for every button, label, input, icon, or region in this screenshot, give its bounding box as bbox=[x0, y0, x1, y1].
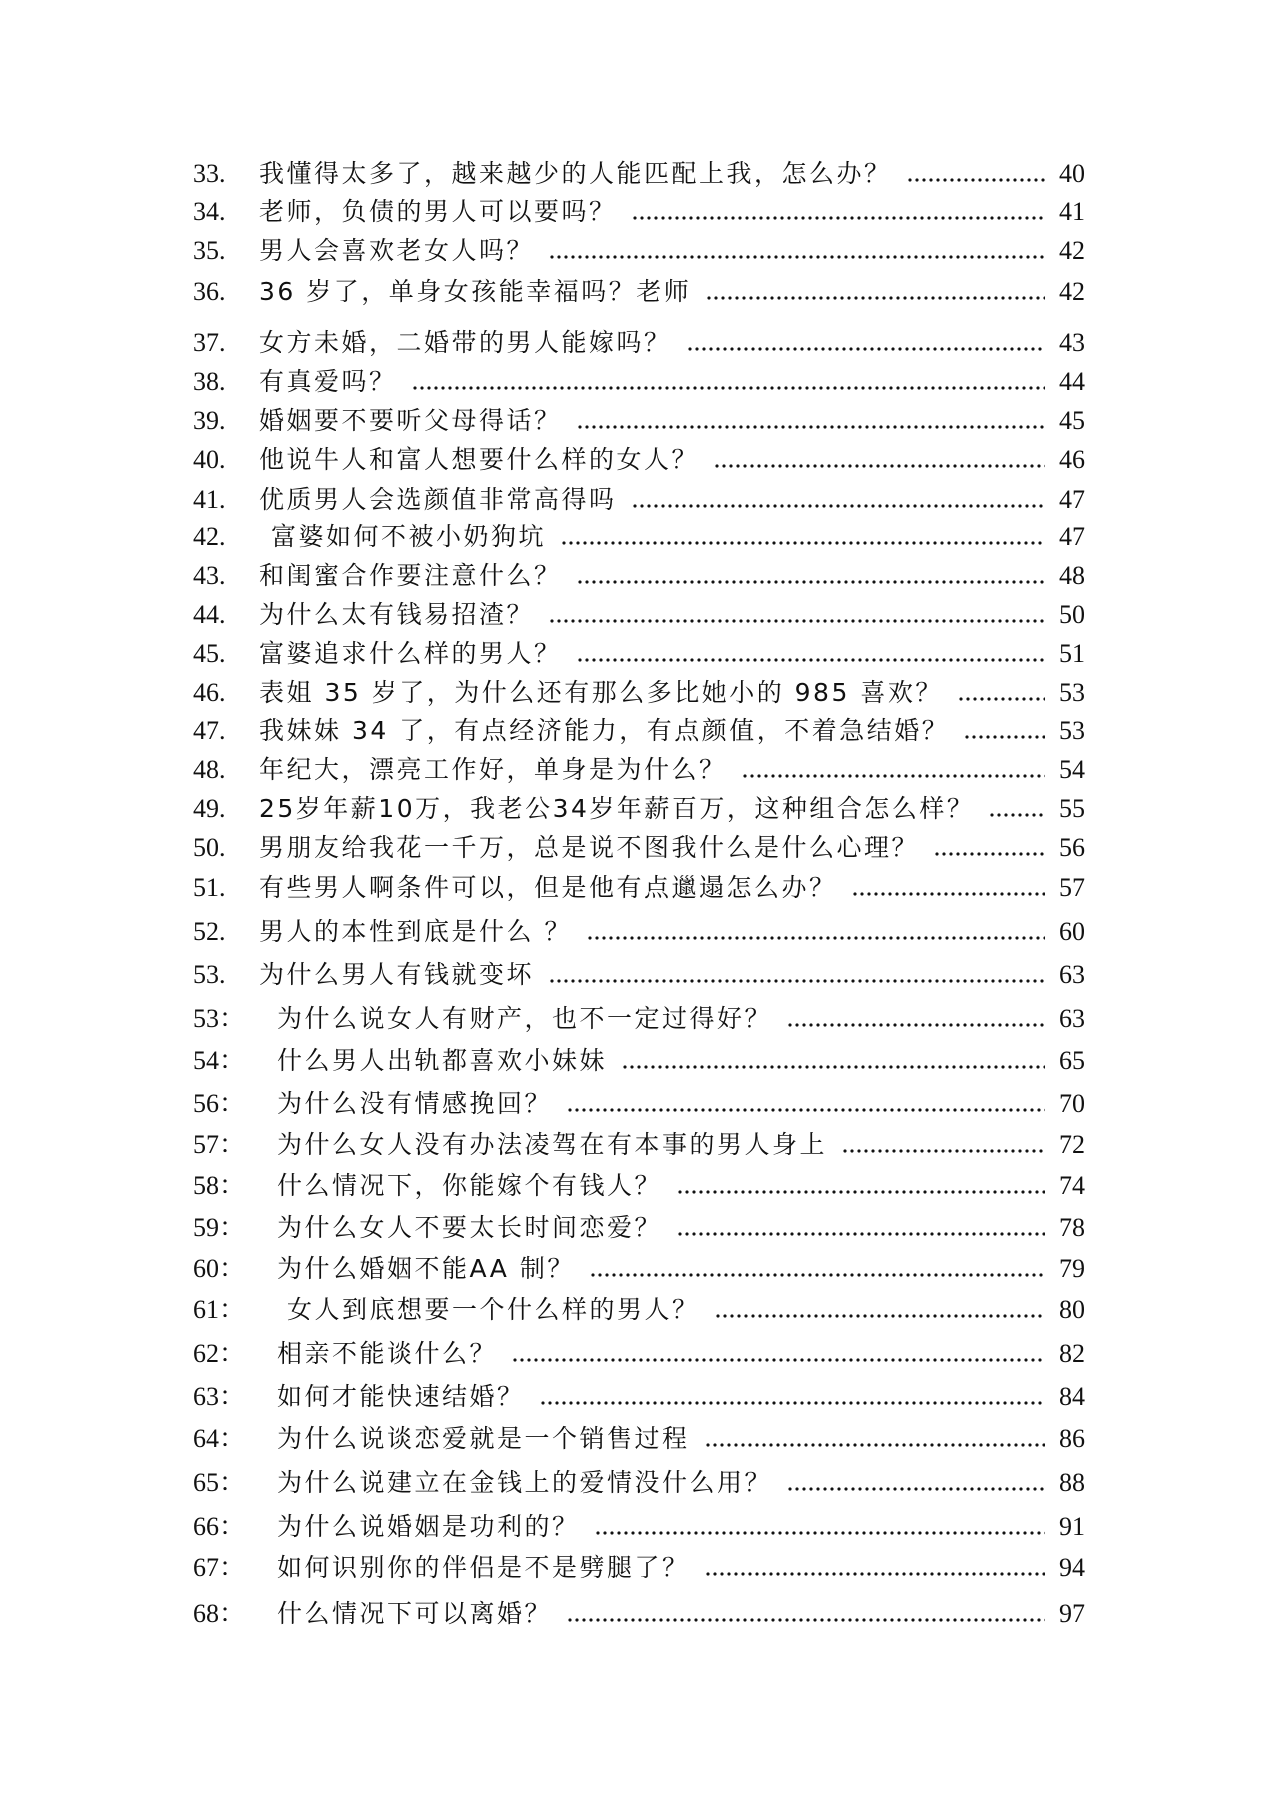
leader-dots bbox=[716, 1314, 1045, 1318]
page-number: 63 bbox=[1059, 960, 1085, 989]
page-number: 54 bbox=[1059, 755, 1085, 784]
leader-dots bbox=[843, 1149, 1045, 1153]
leader-dots bbox=[568, 1618, 1045, 1622]
page-number: 82 bbox=[1059, 1339, 1085, 1368]
leader-dots bbox=[513, 1358, 1045, 1362]
entry-number: 48. bbox=[193, 755, 226, 784]
toc-entry bbox=[193, 1087, 1085, 1121]
page-number: 42 bbox=[1059, 236, 1085, 265]
entry-number: 66： bbox=[193, 1512, 246, 1541]
leader-dots bbox=[706, 1572, 1045, 1576]
page-number: 79 bbox=[1059, 1254, 1085, 1283]
leader-dots bbox=[959, 697, 1045, 701]
entry-number: 49. bbox=[193, 794, 226, 823]
entry-number: 35. bbox=[193, 236, 226, 265]
toc-entry bbox=[193, 871, 1085, 905]
toc-entry bbox=[193, 443, 1085, 477]
entry-title: 我懂得太多了，越来越少的人能匹配上我，怎么办？ bbox=[259, 159, 892, 188]
toc-entry bbox=[193, 792, 1085, 826]
entry-title: 为什么女人不要太长时间恋爱？ bbox=[277, 1213, 663, 1242]
entry-number: 63： bbox=[193, 1382, 246, 1411]
entry-number: 37. bbox=[193, 328, 226, 357]
toc-entry bbox=[193, 1466, 1085, 1500]
toc-entry bbox=[193, 1597, 1085, 1631]
entry-number: 45. bbox=[193, 639, 226, 668]
toc-entry bbox=[193, 1252, 1085, 1286]
entry-title: 相亲不能谈什么？ bbox=[277, 1339, 498, 1368]
toc-entry bbox=[193, 915, 1085, 949]
leader-dots bbox=[678, 1232, 1045, 1236]
entry-title: 36 岁了，单身女孩能幸福吗？老师 bbox=[259, 277, 692, 306]
page-number: 65 bbox=[1059, 1046, 1085, 1075]
entry-number: 38. bbox=[193, 367, 226, 396]
entry-number: 46. bbox=[193, 678, 226, 707]
toc-entry bbox=[193, 831, 1085, 865]
page-number: 48 bbox=[1059, 561, 1085, 590]
toc-entry bbox=[193, 598, 1085, 632]
entry-title: 富婆追求什么样的男人？ bbox=[259, 639, 562, 668]
leader-dots bbox=[541, 1401, 1045, 1405]
toc-entry bbox=[193, 559, 1085, 593]
toc-entry bbox=[193, 326, 1085, 360]
entry-number: 36. bbox=[193, 277, 226, 306]
entry-number: 67： bbox=[193, 1553, 246, 1582]
entry-title: 男人会喜欢老女人吗？ bbox=[259, 236, 535, 265]
toc-entry bbox=[193, 234, 1085, 268]
entry-title: 我妹妹 34 了，有点经济能力，有点颜值，不着急结婚？ bbox=[259, 716, 950, 745]
toc-entry bbox=[193, 1337, 1085, 1371]
entry-number: 59： bbox=[193, 1213, 246, 1242]
leader-dots bbox=[715, 464, 1045, 468]
page-number: 51 bbox=[1059, 639, 1085, 668]
entry-number: 43. bbox=[193, 561, 226, 590]
toc-entry bbox=[193, 1380, 1085, 1414]
page-number: 97 bbox=[1059, 1599, 1085, 1628]
page-number: 88 bbox=[1059, 1468, 1085, 1497]
page-number: 91 bbox=[1059, 1512, 1085, 1541]
entry-title: 为什么说谈恋爱就是一个销售过程 bbox=[277, 1424, 690, 1453]
entry-title: 婚姻要不要听父母得话？ bbox=[259, 406, 562, 435]
page-number: 47 bbox=[1059, 522, 1085, 551]
leader-dots bbox=[678, 1190, 1045, 1194]
entry-title: 富婆如何不被小奶狗坑 bbox=[271, 522, 547, 551]
leader-dots bbox=[908, 178, 1045, 182]
toc-entry bbox=[193, 1002, 1085, 1036]
leader-dots bbox=[853, 892, 1045, 896]
entry-number: 56： bbox=[193, 1089, 246, 1118]
entry-title: 为什么男人有钱就变坏 bbox=[259, 960, 535, 989]
page-number: 41 bbox=[1059, 197, 1085, 226]
page-number: 86 bbox=[1059, 1424, 1085, 1453]
entry-number: 34. bbox=[193, 197, 226, 226]
leader-dots bbox=[550, 979, 1045, 983]
leader-dots bbox=[413, 386, 1045, 390]
toc-entry bbox=[193, 1044, 1085, 1078]
page-number: 56 bbox=[1059, 833, 1085, 862]
entry-title: 如何识别你的伴侣是不是劈腿了？ bbox=[277, 1553, 690, 1582]
entry-number: 39. bbox=[193, 406, 226, 435]
toc-entry bbox=[193, 157, 1085, 191]
entry-number: 42. bbox=[193, 522, 226, 551]
entry-title: 为什么没有情感挽回？ bbox=[277, 1089, 553, 1118]
entry-title: 如何才能快速结婚？ bbox=[277, 1382, 525, 1411]
entry-title: 为什么太有钱易招渣？ bbox=[259, 600, 535, 629]
entry-title: 女人到底想要一个什么样的男人？ bbox=[287, 1295, 700, 1324]
entry-title: 他说牛人和富人想要什么样的女人？ bbox=[259, 445, 700, 474]
toc-entry bbox=[193, 520, 1085, 554]
entry-title: 有真爱吗？ bbox=[259, 367, 397, 396]
entry-title: 表姐 35 岁了，为什么还有那么多比她小的 985 喜欢？ bbox=[259, 678, 943, 707]
toc-entry bbox=[193, 1510, 1085, 1544]
page-number: 53 bbox=[1059, 716, 1085, 745]
entry-number: 68： bbox=[193, 1599, 246, 1628]
leader-dots bbox=[990, 813, 1045, 817]
leader-dots bbox=[596, 1531, 1045, 1535]
entry-title: 25岁年薪10万，我老公34岁年薪百万，这种组合怎么样？ bbox=[259, 794, 975, 823]
page-number: 53 bbox=[1059, 678, 1085, 707]
leader-dots bbox=[578, 658, 1045, 662]
toc-entry bbox=[193, 404, 1085, 438]
leader-dots bbox=[965, 735, 1045, 739]
leader-dots bbox=[623, 1065, 1045, 1069]
page-number: 55 bbox=[1059, 794, 1085, 823]
entry-number: 61： bbox=[193, 1295, 246, 1324]
toc-entry bbox=[193, 637, 1085, 671]
entry-number: 50. bbox=[193, 833, 226, 862]
page-number: 50 bbox=[1059, 600, 1085, 629]
entry-title: 什么男人出轨都喜欢小妹妹 bbox=[277, 1046, 608, 1075]
entry-number: 53： bbox=[193, 1004, 246, 1033]
entry-number: 58： bbox=[193, 1171, 246, 1200]
entry-number: 64： bbox=[193, 1424, 246, 1453]
leader-dots bbox=[743, 774, 1045, 778]
page-number: 80 bbox=[1059, 1295, 1085, 1324]
toc-entry bbox=[193, 714, 1085, 748]
page-number: 63 bbox=[1059, 1004, 1085, 1033]
page-number: 40 bbox=[1059, 159, 1085, 188]
leader-dots bbox=[633, 216, 1045, 220]
entry-title: 为什么说建立在金钱上的爱情没什么用？ bbox=[277, 1468, 773, 1497]
entry-title: 为什么女人没有办法凌驾在有本事的男人身上 bbox=[277, 1130, 828, 1159]
toc-entry bbox=[193, 753, 1085, 787]
entry-title: 和闺蜜合作要注意什么？ bbox=[259, 561, 562, 590]
entry-title: 为什么说女人有财产，也不一定过得好？ bbox=[277, 1004, 773, 1033]
page-number: 45 bbox=[1059, 406, 1085, 435]
page-number: 43 bbox=[1059, 328, 1085, 357]
entry-title: 有些男人啊条件可以，但是他有点邋遢怎么办？ bbox=[259, 873, 837, 902]
leader-dots bbox=[707, 296, 1045, 300]
leader-dots bbox=[633, 504, 1045, 508]
entry-number: 53. bbox=[193, 960, 226, 989]
entry-number: 57： bbox=[193, 1130, 246, 1159]
toc-entry bbox=[193, 365, 1085, 399]
entry-number: 41. bbox=[193, 485, 226, 514]
entry-number: 62： bbox=[193, 1339, 246, 1368]
toc-entry bbox=[193, 1211, 1085, 1245]
entry-number: 44. bbox=[193, 600, 226, 629]
entry-number: 54： bbox=[193, 1046, 246, 1075]
toc-entry bbox=[193, 1293, 1085, 1327]
entry-title: 为什么婚姻不能AA 制？ bbox=[277, 1254, 575, 1283]
entry-title: 男朋友给我花一千万，总是说不图我什么是什么心理？ bbox=[259, 833, 920, 862]
toc-entry bbox=[193, 958, 1085, 992]
page-number: 47 bbox=[1059, 485, 1085, 514]
leader-dots bbox=[706, 1443, 1045, 1447]
leader-dots bbox=[578, 425, 1045, 429]
page-number: 60 bbox=[1059, 917, 1085, 946]
leader-dots bbox=[550, 619, 1045, 623]
entry-number: 47. bbox=[193, 716, 226, 745]
toc-entry bbox=[193, 676, 1085, 710]
entry-number: 51. bbox=[193, 873, 226, 902]
page-number: 57 bbox=[1059, 873, 1085, 902]
page-number: 46 bbox=[1059, 445, 1085, 474]
toc-entry bbox=[193, 1551, 1085, 1585]
entry-number: 52. bbox=[193, 917, 226, 946]
toc-entry bbox=[193, 483, 1085, 517]
page-number: 42 bbox=[1059, 277, 1085, 306]
entry-title: 年纪大，漂亮工作好，单身是为什么？ bbox=[259, 755, 727, 784]
toc-entry bbox=[193, 1128, 1085, 1162]
entry-title: 为什么说婚姻是功利的？ bbox=[277, 1512, 580, 1541]
entry-number: 40. bbox=[193, 445, 226, 474]
leader-dots bbox=[788, 1487, 1045, 1491]
leader-dots bbox=[550, 255, 1045, 259]
entry-title: 什么情况下可以离婚？ bbox=[277, 1599, 553, 1628]
entry-title: 什么情况下，你能嫁个有钱人？ bbox=[277, 1171, 663, 1200]
leader-dots bbox=[568, 1108, 1045, 1112]
leader-dots bbox=[935, 852, 1045, 856]
page-number: 84 bbox=[1059, 1382, 1085, 1411]
leader-dots bbox=[591, 1273, 1045, 1277]
entry-title: 男人的本性到底是什么 ？ bbox=[259, 917, 572, 946]
entry-title: 优质男人会选颜值非常高得吗 bbox=[259, 485, 617, 514]
entry-title: 女方未婚，二婚带的男人能嫁吗？ bbox=[259, 328, 672, 357]
entry-number: 33. bbox=[193, 159, 226, 188]
leader-dots bbox=[562, 541, 1045, 545]
page-number: 72 bbox=[1059, 1130, 1085, 1159]
toc-entry bbox=[193, 195, 1085, 229]
toc-entry bbox=[193, 275, 1085, 309]
entry-number: 65： bbox=[193, 1468, 246, 1497]
entry-title: 老师，负债的男人可以要吗？ bbox=[259, 197, 617, 226]
toc-entry bbox=[193, 1422, 1085, 1456]
toc-entry bbox=[193, 1169, 1085, 1203]
leader-dots bbox=[578, 580, 1045, 584]
page-number: 78 bbox=[1059, 1213, 1085, 1242]
leader-dots bbox=[588, 936, 1045, 940]
page-number: 94 bbox=[1059, 1553, 1085, 1582]
leader-dots bbox=[788, 1023, 1045, 1027]
page-number: 44 bbox=[1059, 367, 1085, 396]
page-number: 70 bbox=[1059, 1089, 1085, 1118]
entry-number: 60： bbox=[193, 1254, 246, 1283]
leader-dots bbox=[688, 347, 1045, 351]
page-number: 74 bbox=[1059, 1171, 1085, 1200]
